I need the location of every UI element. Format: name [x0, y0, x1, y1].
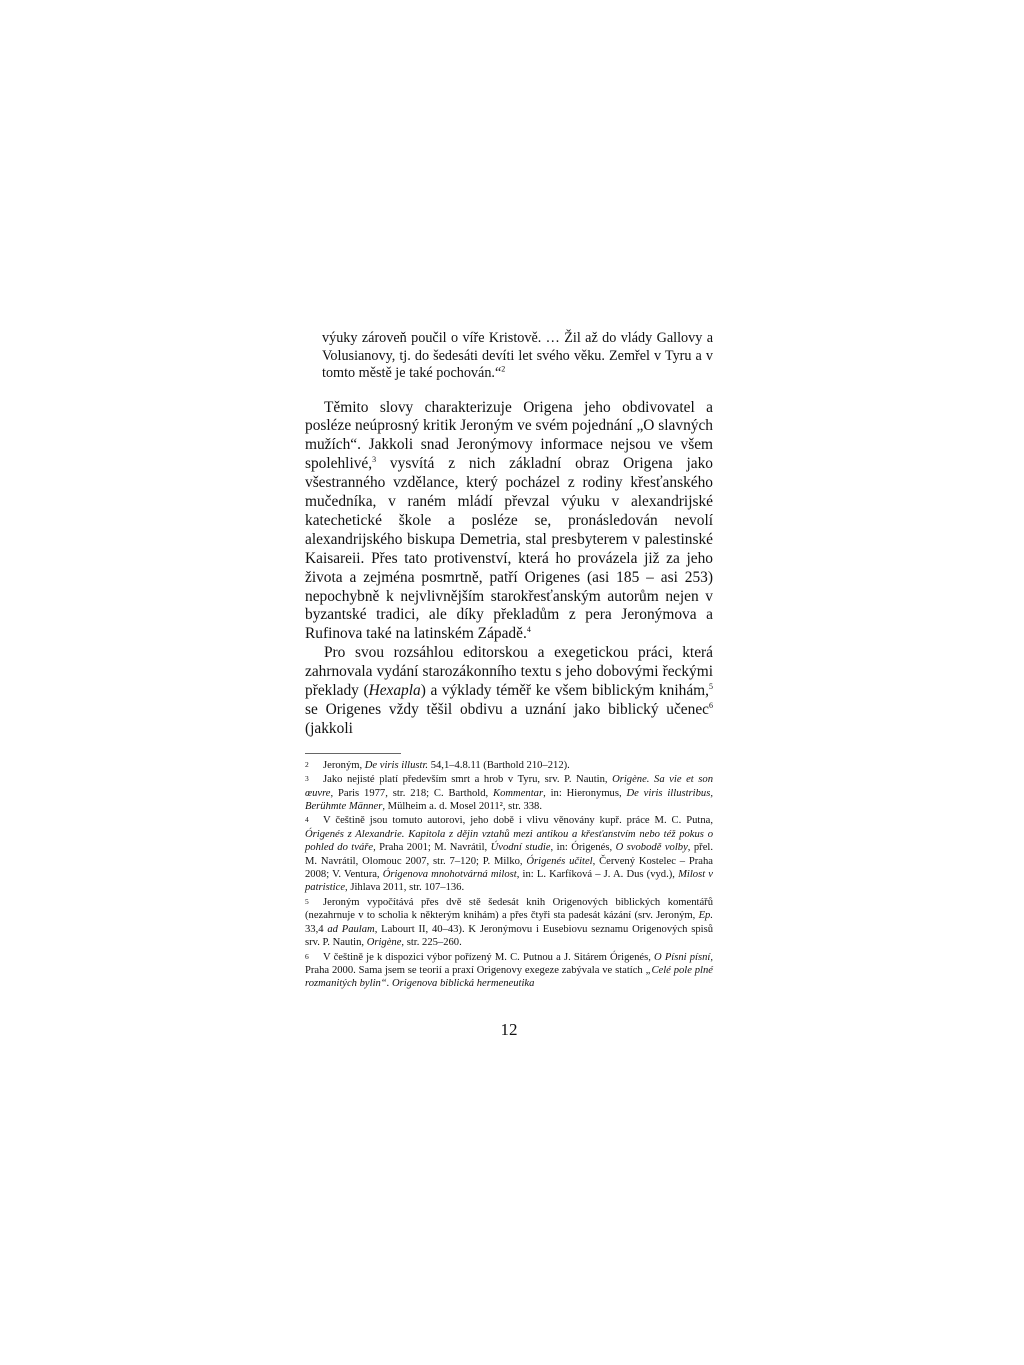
footnote-number: 6: [305, 951, 309, 961]
footnote-number: 5: [305, 896, 309, 906]
footnote-italic: „Celé pole plné rozmanitých bylin“. Origenova biblická hermeneutika: [305, 964, 713, 990]
footnote-text: , Praha 2000. Sama jsem se teorií a praxí Origenovy exegeze zabývala ve statích: [305, 951, 713, 976]
footnote-italic: Kommentar: [493, 787, 544, 799]
footnote-text: , Červený Kostelec – Praha 2008; V. Ventura,: [305, 855, 713, 881]
italic-title: Hexapla: [368, 682, 421, 700]
footnote-text: , in: Órigenés,: [550, 842, 616, 854]
footnote-italic: Ep.: [698, 910, 713, 922]
footnote-text: , Jihlava 2011, str. 107–136.: [345, 882, 465, 894]
paragraph-text: (jakkoli: [305, 719, 353, 737]
footnote-text: , Praha 2001; M. Navrátil,: [373, 842, 491, 854]
footnote-text: Jeroným vypočítává přes dvě stě šedesát knih Origenových biblických komentářů (nezahrnuje v to scholia k některým knihám) a přes čtyři sta padesát kázání (srv. Jeroným,: [305, 896, 713, 922]
paragraph: [305, 399, 713, 645]
footnote-italic: De viris illustribus, Berühmte Männer: [305, 787, 713, 813]
footnote-italic: Origène: [366, 937, 402, 949]
footnote-ref: 4: [526, 625, 531, 635]
footnotes: [305, 758, 713, 991]
footnote-italic: Úvodní studie: [490, 842, 551, 854]
footnote-text: , Mülheim a. d. Mosel 2011², str. 338.: [382, 801, 542, 813]
footnote-text: , Paris 1977, str. 218; C. Barthold,: [330, 787, 494, 799]
paragraph: [305, 644, 713, 739]
footnote-number: 4: [305, 815, 309, 825]
footnote-text: , Labourt II, 40–43). K Jeronýmovu i Eusebiovu seznamu Origenových spisů srv. P. Nautin,: [305, 923, 713, 949]
footnote-text: , přel. M. Navrátil, Olomouc 2007, str. 7–120; P. Milko,: [305, 842, 713, 867]
paragraph-text: vysvítá z nich základní obraz Origena jako všestranného vzdělance, který pocházel z rodiny křesťanského mučedníka, v raném mládí převzal výuku v alexandrijské katechetické škole a posléze se, pronásledován nevolí alexandrijského biskupa Demetria, stal presbyterem v palestinské Kaisareii. Přes tato protivenství, která ho provázela již za jeho života a zejména posmrtně, patří Origenes (asi 185 – asi 253) nepochybně k nejvlivnějším starokřesťanským autorům nejen v byzantské tradici, ale díky překladům z pera Jeronýmova a Rufinova také na latinském Západě.: [305, 455, 713, 643]
footnote-text: Jeroným,: [323, 759, 365, 771]
footnote-italic: ad Paulam: [327, 923, 375, 935]
footnote-number: 2: [305, 759, 309, 769]
page-content: [305, 330, 713, 991]
footnote-4: [305, 813, 713, 894]
footnote-italic: Órigenés učitel: [526, 855, 593, 867]
footnote-italic: Órigenés z Alexandrie. Kapitola z dějin vztahů mezi antikou a křesťanstvím nebo též pokus o pohled do tváře: [305, 828, 713, 854]
footnote-3: [305, 772, 713, 813]
footnote-text: V češtině jsou tomuto autorovi, jeho době i vlivu věnovány kupř. práce M. C. Putna,: [323, 815, 713, 827]
paragraph-text: Pro svou rozsáhlou editorskou a exegetickou práci, která zahrnovala vydání starozákonního textu s jeho dobovými řeckými překlady (: [305, 644, 713, 700]
footnote-italic: Órigenova mnohotvárná milost: [382, 869, 517, 881]
footnote-text: , in: Hieronymus,: [543, 787, 627, 799]
footnote-italic: O Písni písní: [654, 951, 711, 963]
block-quote: [305, 330, 713, 383]
footnote-text: Jako nejisté platí především smrt a hrob v Tyru, srv. P. Nautin,: [323, 774, 613, 786]
footnote-ref: 2: [501, 364, 506, 374]
footnote-text: , str. 225–260.: [401, 937, 462, 949]
footnote-divider: [305, 753, 401, 754]
paragraph-text: Těmito slovy charakterizuje Origena jeho obdivovatel a posléze neúprosný kritik Jeroným ve svém pojednání „O slavných mužích“. Jakkoli snad Jeronýmovy informace nejsou ve všem spolehlivé,: [305, 398, 713, 473]
footnote-number: 3: [305, 774, 309, 784]
footnote-2: [305, 758, 713, 772]
paragraph-text: se Origenes vždy těšil obdivu a uznání jako biblický učenec: [305, 701, 709, 718]
page-number: 12: [500, 1020, 518, 1039]
footnote-text: , in: L. Karfíková – J. A. Dus (vyd.),: [516, 869, 679, 881]
body-text: [305, 399, 713, 739]
footnote-text: 33,4: [305, 923, 328, 935]
footnote-italic: Origène. Sa vie et son œuvre: [305, 774, 714, 799]
footnote-text: 54,1–4.8.11 (Barthold 210–212).: [428, 759, 570, 771]
footnote-ref: 5: [708, 681, 713, 691]
footnote-ref: 6: [709, 700, 713, 710]
paragraph-text: ) a výklady téměř ke všem biblickým knihám,: [420, 682, 709, 700]
footnote-italic: O svobodě volby: [615, 842, 688, 854]
footnote-ref: 3: [372, 455, 377, 465]
quote-text: výuky zároveň poučil o víře Kristově. … Žil až do vlády Gallovy a Volusianovy, tj. do šedesáti devíti let svého věku. Zemřel v Tyru a v tomto městě je také pochován.“: [322, 330, 713, 381]
footnote-italic: Milost v patristice: [305, 869, 713, 894]
footnote-text: V češtině je k dispozici výbor pořízený M. C. Putnou a J. Sitárem Órigenés,: [323, 951, 655, 963]
footnote-5: [305, 895, 713, 950]
footnote-italic: De viris illustr.: [364, 759, 429, 771]
footnote-6: [305, 950, 713, 991]
